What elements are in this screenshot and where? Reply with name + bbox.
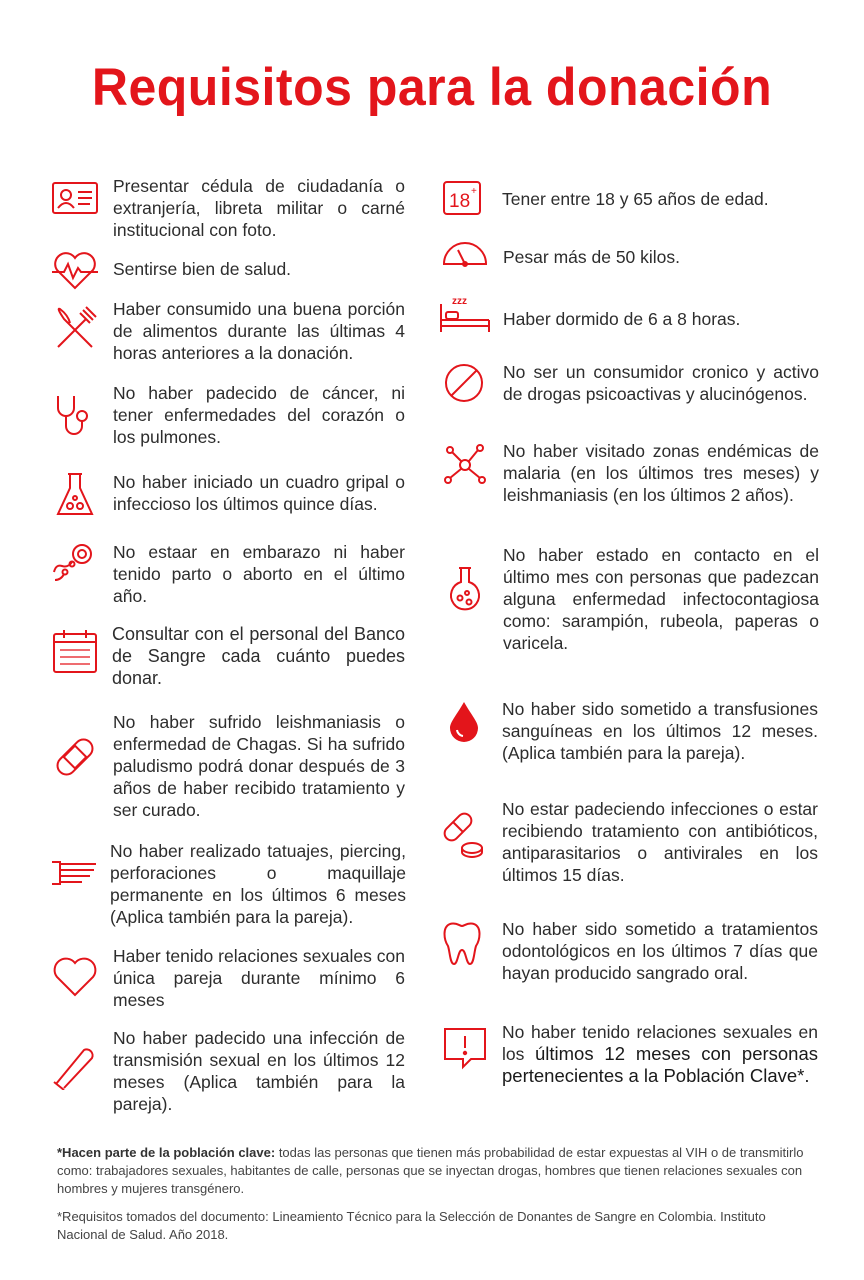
svg-text:zzz: zzz (452, 296, 467, 307)
scale-icon (440, 234, 490, 283)
stethoscope-icon (50, 392, 100, 447)
requirement-text: Haber tenido relaciones sexuales con única pareja durante mínimo 6 meses (113, 946, 405, 1010)
bandage-icon (50, 732, 100, 787)
molecule-icon (440, 440, 490, 495)
requirement-text: No ser un consumidor cronico y activo de drogas psicoactivas y alucinógenos. (503, 362, 819, 404)
bed-icon (438, 292, 492, 341)
age-18-icon (440, 176, 490, 225)
pills-icon (440, 810, 490, 865)
page-title: Requisitos para la donación (91, 57, 773, 117)
alert-speech-icon (440, 1025, 490, 1080)
round-flask-icon (440, 564, 490, 619)
requirement-text: No haber estado en contacto en el último mes con personas que padezcan alguna enfermedad infectocontagiosa como: sarampión, rubeola, paperas o varicela. (503, 545, 819, 653)
requirement-text (502, 1021, 818, 1087)
requirement-text: No haber padecido de cáncer, ni tener enfermedades del corazón o los pulmones. (113, 383, 405, 447)
requirement-text: No haber realizado tatuajes, piercing, perforaciones o maquillaje permanente en los últimos 6 meses (Aplica también para la pareja). (110, 841, 406, 927)
svg-text:18: 18 (449, 191, 471, 212)
footnote-population-text: todas las personas que tienen más probabilidad de estar expuestas al VIH o de transmitirlo como: trabajadores sexuales, habitantes de calle, personas que se inyectan drogas, hombres que tienen relaciones sexuales con hombres y mujeres transgénero. (57, 1145, 804, 1196)
flask-icon (50, 470, 100, 525)
requirement-text: Haber consumido una buena porción de alimentos durante las últimas 4 horas anteriores a la donación. (113, 299, 405, 363)
requirement-text: No haber padecido una infección de transmisión sexual en los últimos 12 meses (Aplica también para la pareja). (113, 1028, 405, 1114)
requirement-text: No estar padeciendo infecciones o estar recibiendo tratamiento con antibióticos, antiparasitarios o antivirales en los últimos 15 días. (502, 799, 818, 885)
requirement-text: No haber sido sometido a tratamientos odontológicos en los últimos 7 días que hayan producido sangrado oral. (502, 919, 818, 983)
sperm-egg-icon (50, 540, 100, 595)
requirement-text: Tener entre 18 y 65 años de edad. (502, 189, 769, 209)
requirement-text: No haber iniciado un cuadro gripal o infeccioso los últimos quince días. (113, 472, 405, 514)
requirement-text: Presentar cédula de ciudadanía o extranjería, libreta militar o carné institucional con foto. (113, 176, 405, 240)
requirement-text-plain: No haber tenido relaciones sexuales en los (502, 1022, 818, 1064)
footnote-population-label: *Hacen parte de la población clave: (57, 1145, 276, 1160)
requirement-text: No haber sido sometido a transfusiones sanguíneas en los últimos 12 meses. (Aplica también para la pareja). (502, 699, 818, 763)
fork-knife-icon (50, 303, 100, 358)
footnote-source: *Requisitos tomados del documento: Lineamiento Técnico para la Selección de Donantes de Sangre en Colombia. Instituto Nacional de Salud. Año 2018. (57, 1209, 766, 1242)
condom-icon (50, 1040, 100, 1095)
requirement-text: Consultar con el personal del Banco de Sangre cada cuánto puedes donar. (112, 624, 405, 688)
tattoo-hand-icon (50, 848, 100, 903)
calendar-icon (50, 628, 100, 683)
requirement-text: Haber dormido de 6 a 8 horas. (503, 309, 741, 329)
requirement-text: No haber visitado zonas endémicas de malaria (en los últimos tres meses) y leishmaniasis (en los últimos 2 años). (503, 441, 819, 505)
blood-drop-icon (444, 698, 484, 749)
requirement-text: Pesar más de 50 kilos. (503, 247, 681, 267)
requirement-text: No haber sufrido leishmaniasis o enfermedad de Chagas. Si ha sufrido paludismo podrá donar después de 3 años de haber recibido tratamiento y ser curado. (113, 712, 405, 820)
prohibited-icon (442, 361, 486, 410)
tooth-icon (440, 918, 484, 973)
id-card-icon (50, 178, 100, 218)
heart-pulse-icon (50, 248, 100, 297)
requirement-text: Sentirse bien de salud. (113, 259, 292, 279)
heart-icon (50, 955, 100, 1004)
footnote-population (57, 1144, 817, 1198)
requirement-text: No estaar en embarazo ni haber tenido parto o aborto en el último año. (113, 542, 405, 606)
requirement-text-emphasis: últimos 12 meses con personas pertenecientes a la Población Clave*. (502, 1043, 819, 1086)
svg-text:+: + (471, 186, 477, 197)
